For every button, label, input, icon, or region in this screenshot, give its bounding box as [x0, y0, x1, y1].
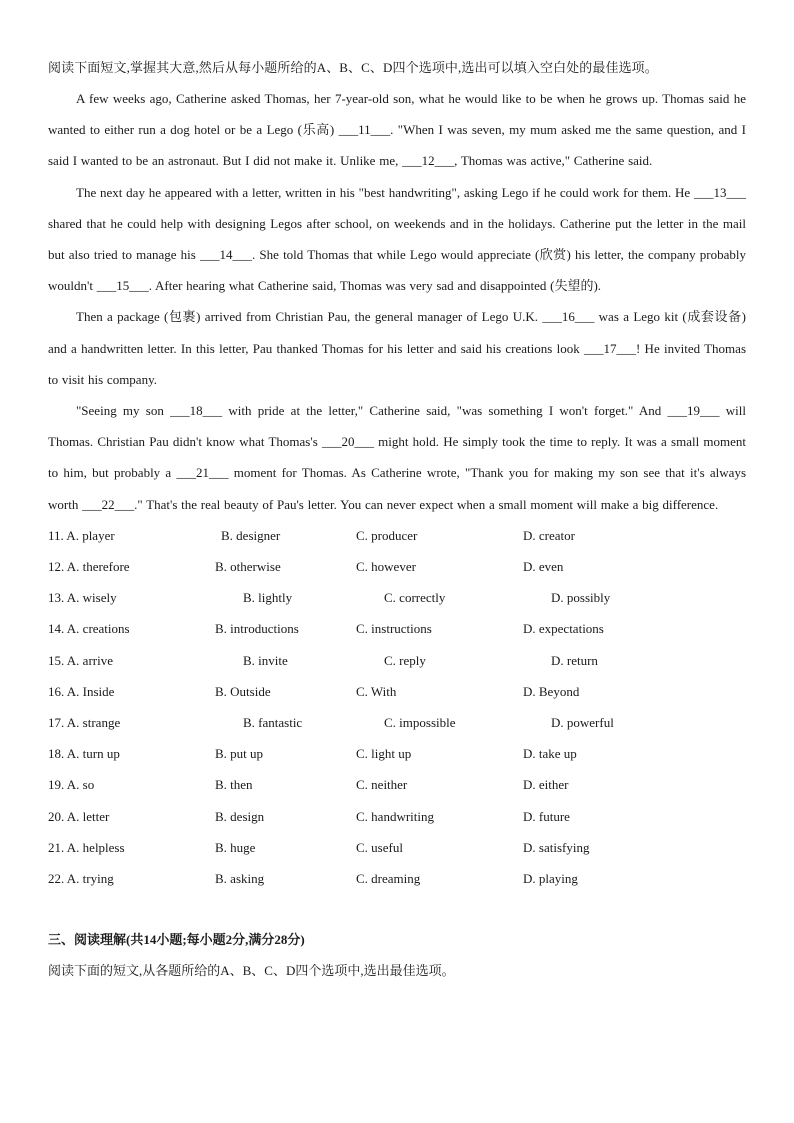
option-d: D. even	[523, 559, 564, 575]
option-a: 12. A. therefore	[48, 559, 130, 575]
option-b: B. asking	[215, 870, 265, 886]
question-row	[48, 645, 746, 676]
option-d: D. return	[551, 652, 598, 668]
question-row	[48, 769, 746, 800]
option-c: C. dreaming	[356, 870, 421, 886]
question-row	[48, 801, 746, 832]
exam-page	[48, 52, 746, 986]
option-d: D. satisfying	[523, 839, 590, 855]
option-c: C. handwriting	[356, 808, 434, 824]
option-c: C. impossible	[384, 714, 456, 730]
option-c: C. neither	[356, 777, 408, 793]
question-row	[48, 613, 746, 644]
option-a: 18. A. turn up	[48, 746, 120, 762]
option-a: 22. A. trying	[48, 870, 114, 886]
option-a: 16. A. Inside	[48, 683, 115, 699]
passage-paragraph-4: "Seeing my son ___18___ with pride at the letter," Catherine said, "was something I won't forget." And ___19___ will Thomas. Christian Pau didn't know what Thomas's ___20___ might hold. He simply took the time to reply. It was a small moment to him, but probably a ___21___ moment for Thomas. As Catherine wrote, "Thank you for making my son see that it's always worth ___22___." That's the real beauty of Pau's letter. You can never expect when a small moment will make a big difference.	[48, 403, 746, 512]
option-b: B. lightly	[243, 590, 293, 606]
option-b: B. Outside	[215, 683, 271, 699]
option-b: B. invite	[243, 652, 288, 668]
question-row	[48, 551, 746, 582]
option-c: C. light up	[356, 746, 412, 762]
option-b: B. design	[215, 808, 265, 824]
option-d: D. future	[523, 808, 570, 824]
cloze-instruction: 阅读下面短文,掌握其大意,然后从每小题所给的A、B、C、D四个选项中,选出可以填入空白处的最佳选项。	[48, 60, 658, 75]
option-b: B. huge	[215, 839, 256, 855]
option-c: C. With	[356, 683, 397, 699]
option-a: 13. A. wisely	[48, 590, 117, 606]
question-row	[48, 738, 746, 769]
question-options	[48, 520, 746, 894]
option-d: D. either	[523, 777, 569, 793]
option-b: B. introductions	[215, 621, 299, 637]
option-b: B. then	[215, 777, 253, 793]
question-row	[48, 676, 746, 707]
option-b: B. put up	[215, 746, 264, 762]
option-c: C. producer	[356, 527, 418, 543]
section-title: 三、阅读理解(共14小题;每小题2分,满分28分)	[48, 932, 305, 948]
option-b: B. fantastic	[243, 714, 303, 730]
option-b: B. otherwise	[215, 559, 281, 575]
option-c: C. however	[356, 559, 416, 575]
option-a: 14. A. creations	[48, 621, 130, 637]
question-row	[48, 832, 746, 863]
option-d: D. possibly	[551, 590, 611, 606]
option-d: D. expectations	[523, 621, 604, 637]
option-a: 15. A. arrive	[48, 652, 113, 668]
option-a: 17. A. strange	[48, 714, 121, 730]
reading-instruction: 阅读下面的短文,从各题所给的A、B、C、D四个选项中,选出最佳选项。	[48, 963, 455, 979]
option-a: 20. A. letter	[48, 808, 110, 824]
option-d: D. playing	[523, 870, 578, 886]
option-d: D. powerful	[551, 714, 614, 730]
passage-paragraph-1: A few weeks ago, Catherine asked Thomas, her 7-year-old son, what he would like to be when he grows up. Thomas said he wanted to either run a dog hotel or be a Lego (乐高) ___11___. "When I was seven, my mum asked me the same question, and I said I wanted to be an astronaut. But I did not make it. Unlike me, ___12___, Thomas was active," Catherine said.	[48, 91, 746, 169]
option-c: C. reply	[384, 652, 426, 668]
option-c: C. useful	[356, 839, 403, 855]
question-row	[48, 582, 746, 613]
option-a: 19. A. so	[48, 777, 95, 793]
option-b: B. designer	[221, 527, 281, 543]
option-c: C. instructions	[356, 621, 432, 637]
question-row	[48, 520, 746, 551]
option-d: D. take up	[523, 746, 577, 762]
passage-paragraph-3: Then a package (包裹) arrived from Christian Pau, the general manager of Lego U.K. ___16___ was a Lego kit (成套设备) and a handwritten letter. In this letter, Pau thanked Thomas for his letter and said his creations look ___17___! He invited Thomas to visit his company.	[48, 309, 746, 387]
option-a: 11. A. player	[48, 527, 115, 543]
passage-paragraph-2: The next day he appeared with a letter, written in his "best handwriting", asking Lego if he could work for them. He ___13___ shared that he could help with designing Legos after school, on weekends and in the holidays. Catherine put the letter in the mail but also tried to manage his ___14___. She told Thomas that while Lego would appreciate (欣赏) his letter, the company probably wouldn't ___15___. After hearing what Catherine said, Thomas was very sad and disappointed (失望的).	[48, 184, 746, 294]
option-d: D. Beyond	[523, 683, 580, 699]
question-row	[48, 863, 746, 894]
option-a: 21. A. helpless	[48, 839, 125, 855]
option-d: D. creator	[523, 527, 575, 543]
question-row	[48, 707, 746, 738]
option-c: C. correctly	[384, 590, 446, 606]
